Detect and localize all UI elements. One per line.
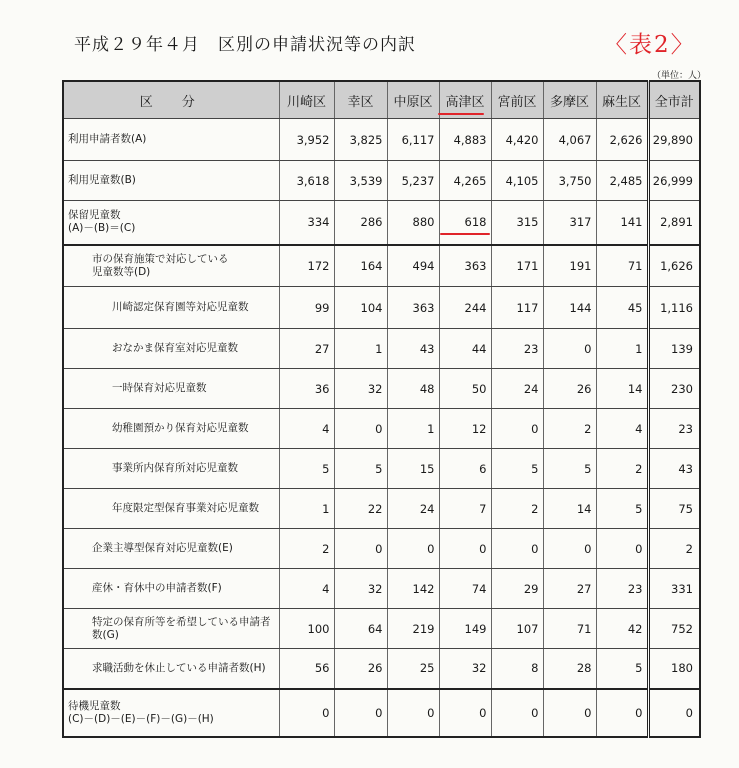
cell-value: 32 — [439, 649, 491, 689]
cell-value: 4,105 — [491, 161, 543, 201]
cell-value: 315 — [491, 201, 543, 245]
cell-value: 244 — [439, 287, 491, 329]
cell-value: 1 — [387, 409, 439, 449]
row-label: 産休・育休中の申請者数(F) — [63, 569, 279, 609]
cell-value: 2 — [596, 449, 648, 489]
cell-value: 6 — [439, 449, 491, 489]
cell-value: 0 — [387, 689, 439, 737]
cell-total: 2 — [648, 529, 700, 569]
cell-value: 6,117 — [387, 119, 439, 161]
cell-total: 29,890 — [648, 119, 700, 161]
table-row — [63, 489, 700, 529]
table-row — [63, 609, 700, 649]
cell-total: 1,116 — [648, 287, 700, 329]
cell-value: 0 — [543, 329, 596, 369]
header-ward: 多摩区 — [543, 81, 596, 119]
cell-value: 2,485 — [596, 161, 648, 201]
cell-value: 4,883 — [439, 119, 491, 161]
cell-value: 880 — [387, 201, 439, 245]
table-row — [63, 649, 700, 689]
row-label: 川崎認定保育園等対応児童数 — [63, 287, 279, 329]
cell-value: 4,265 — [439, 161, 491, 201]
highlight-underline-value — [440, 233, 490, 235]
cell-value: 5 — [543, 449, 596, 489]
cell-total: 1,626 — [648, 245, 700, 287]
cell-value: 5 — [491, 449, 543, 489]
cell-value: 5 — [596, 649, 648, 689]
header-total: 全市計 — [648, 81, 700, 119]
header-ward: 麻生区 — [596, 81, 648, 119]
cell-value: 74 — [439, 569, 491, 609]
table-row — [63, 369, 700, 409]
cell-value: 171 — [491, 245, 543, 287]
cell-value: 172 — [279, 245, 334, 287]
row-label: 年度限定型保育事業対応児童数 — [63, 489, 279, 529]
cell-value: 27 — [279, 329, 334, 369]
cell-value: 104 — [334, 287, 387, 329]
cell-value: 2,626 — [596, 119, 648, 161]
unit-label: （単位：人） — [652, 71, 707, 81]
cell-value: 191 — [543, 245, 596, 287]
cell-value: 48 — [387, 369, 439, 409]
cell-value: 5 — [279, 449, 334, 489]
cell-value: 4,420 — [491, 119, 543, 161]
handwritten-note: 〈表2〉 — [604, 32, 696, 58]
cell-value: 4 — [279, 409, 334, 449]
cell-value: 0 — [334, 689, 387, 737]
cell-value: 0 — [334, 529, 387, 569]
cell-value: 99 — [279, 287, 334, 329]
cell-value: 363 — [439, 245, 491, 287]
cell-value: 14 — [596, 369, 648, 409]
page-title: 平成２９年４月 区別の申請状況等の内訳 — [74, 35, 416, 55]
cell-value: 23 — [596, 569, 648, 609]
cell-value: 14 — [543, 489, 596, 529]
cell-value: 45 — [596, 287, 648, 329]
cell-value: 4,067 — [543, 119, 596, 161]
row-label: 企業主導型保育対応児童数(E) — [63, 529, 279, 569]
cell-value: 3,618 — [279, 161, 334, 201]
table-row — [63, 689, 700, 737]
cell-value: 4 — [596, 409, 648, 449]
application-status-table — [62, 80, 701, 738]
cell-value: 28 — [543, 649, 596, 689]
header-ward: 宮前区 — [491, 81, 543, 119]
row-label: 特定の保育所等を希望している申請者数(G) — [63, 609, 279, 649]
cell-value: 618 — [439, 201, 491, 245]
cell-value: 144 — [543, 287, 596, 329]
cell-value: 0 — [334, 409, 387, 449]
cell-value: 334 — [279, 201, 334, 245]
row-label: 事業所内保育所対応児童数 — [63, 449, 279, 489]
cell-value: 0 — [491, 409, 543, 449]
cell-value: 50 — [439, 369, 491, 409]
cell-total: 180 — [648, 649, 700, 689]
cell-value: 23 — [491, 329, 543, 369]
cell-value: 0 — [596, 529, 648, 569]
row-label: 利用申請者数(A) — [63, 119, 279, 161]
row-label: おなかま保育室対応児童数 — [63, 329, 279, 369]
cell-value: 27 — [543, 569, 596, 609]
header-category: 区 分 — [63, 81, 279, 119]
cell-value: 36 — [279, 369, 334, 409]
cell-total: 139 — [648, 329, 700, 369]
cell-value: 22 — [334, 489, 387, 529]
cell-value: 117 — [491, 287, 543, 329]
cell-value: 5 — [596, 489, 648, 529]
cell-value: 71 — [543, 609, 596, 649]
cell-total: 26,999 — [648, 161, 700, 201]
cell-value: 15 — [387, 449, 439, 489]
cell-value: 32 — [334, 569, 387, 609]
table-row — [63, 529, 700, 569]
cell-value: 12 — [439, 409, 491, 449]
table-row — [63, 161, 700, 201]
table-row — [63, 287, 700, 329]
cell-value: 26 — [543, 369, 596, 409]
cell-value: 25 — [387, 649, 439, 689]
cell-value: 142 — [387, 569, 439, 609]
table-header-row — [63, 81, 700, 119]
cell-value: 42 — [596, 609, 648, 649]
cell-total: 23 — [648, 409, 700, 449]
highlight-underline-header — [438, 113, 484, 115]
table-row — [63, 329, 700, 369]
cell-total: 331 — [648, 569, 700, 609]
cell-value: 56 — [279, 649, 334, 689]
cell-value: 0 — [439, 529, 491, 569]
cell-value: 0 — [596, 689, 648, 737]
cell-total: 752 — [648, 609, 700, 649]
cell-value: 149 — [439, 609, 491, 649]
cell-total: 2,891 — [648, 201, 700, 245]
cell-value: 2 — [491, 489, 543, 529]
row-label: 幼稚園預かり保育対応児童数 — [63, 409, 279, 449]
table-row — [63, 449, 700, 489]
row-label: 市の保育施策で対応している 児童数等(D) — [63, 245, 279, 287]
cell-total: 0 — [648, 689, 700, 737]
cell-total: 75 — [648, 489, 700, 529]
header-ward: 幸区 — [334, 81, 387, 119]
header-ward: 川崎区 — [279, 81, 334, 119]
cell-value: 0 — [543, 529, 596, 569]
cell-value: 5,237 — [387, 161, 439, 201]
table-row — [63, 119, 700, 161]
cell-value: 0 — [439, 689, 491, 737]
cell-value: 0 — [543, 689, 596, 737]
cell-value: 2 — [543, 409, 596, 449]
table-row — [63, 201, 700, 245]
table-row — [63, 245, 700, 287]
header-ward: 高津区 — [439, 81, 491, 119]
cell-value: 43 — [387, 329, 439, 369]
row-label: 保留児童数 (A)－(B)＝(C) — [63, 201, 279, 245]
cell-value: 100 — [279, 609, 334, 649]
cell-value: 1 — [334, 329, 387, 369]
cell-value: 107 — [491, 609, 543, 649]
cell-value: 494 — [387, 245, 439, 287]
cell-value: 7 — [439, 489, 491, 529]
cell-value: 3,952 — [279, 119, 334, 161]
cell-value: 0 — [387, 529, 439, 569]
row-label: 待機児童数 (C)－(D)－(E)－(F)－(G)－(H) — [63, 689, 279, 737]
cell-value: 3,539 — [334, 161, 387, 201]
cell-value: 3,750 — [543, 161, 596, 201]
cell-value: 64 — [334, 609, 387, 649]
table-row — [63, 569, 700, 609]
cell-value: 32 — [334, 369, 387, 409]
cell-value: 3,825 — [334, 119, 387, 161]
cell-value: 44 — [439, 329, 491, 369]
cell-total: 43 — [648, 449, 700, 489]
cell-value: 0 — [491, 689, 543, 737]
cell-value: 0 — [279, 689, 334, 737]
row-label: 利用児童数(B) — [63, 161, 279, 201]
row-label: 求職活動を休止している申請者数(H) — [63, 649, 279, 689]
cell-value: 363 — [387, 287, 439, 329]
header-ward: 中原区 — [387, 81, 439, 119]
cell-value: 219 — [387, 609, 439, 649]
cell-value: 8 — [491, 649, 543, 689]
table-row — [63, 409, 700, 449]
cell-value: 26 — [334, 649, 387, 689]
cell-value: 5 — [334, 449, 387, 489]
cell-value: 164 — [334, 245, 387, 287]
row-label: 一時保育対応児童数 — [63, 369, 279, 409]
cell-total: 230 — [648, 369, 700, 409]
cell-value: 71 — [596, 245, 648, 287]
cell-value: 141 — [596, 201, 648, 245]
cell-value: 1 — [279, 489, 334, 529]
cell-value: 4 — [279, 569, 334, 609]
cell-value: 286 — [334, 201, 387, 245]
cell-value: 0 — [491, 529, 543, 569]
cell-value: 2 — [279, 529, 334, 569]
cell-value: 1 — [596, 329, 648, 369]
cell-value: 317 — [543, 201, 596, 245]
cell-value: 24 — [387, 489, 439, 529]
cell-value: 29 — [491, 569, 543, 609]
cell-value: 24 — [491, 369, 543, 409]
